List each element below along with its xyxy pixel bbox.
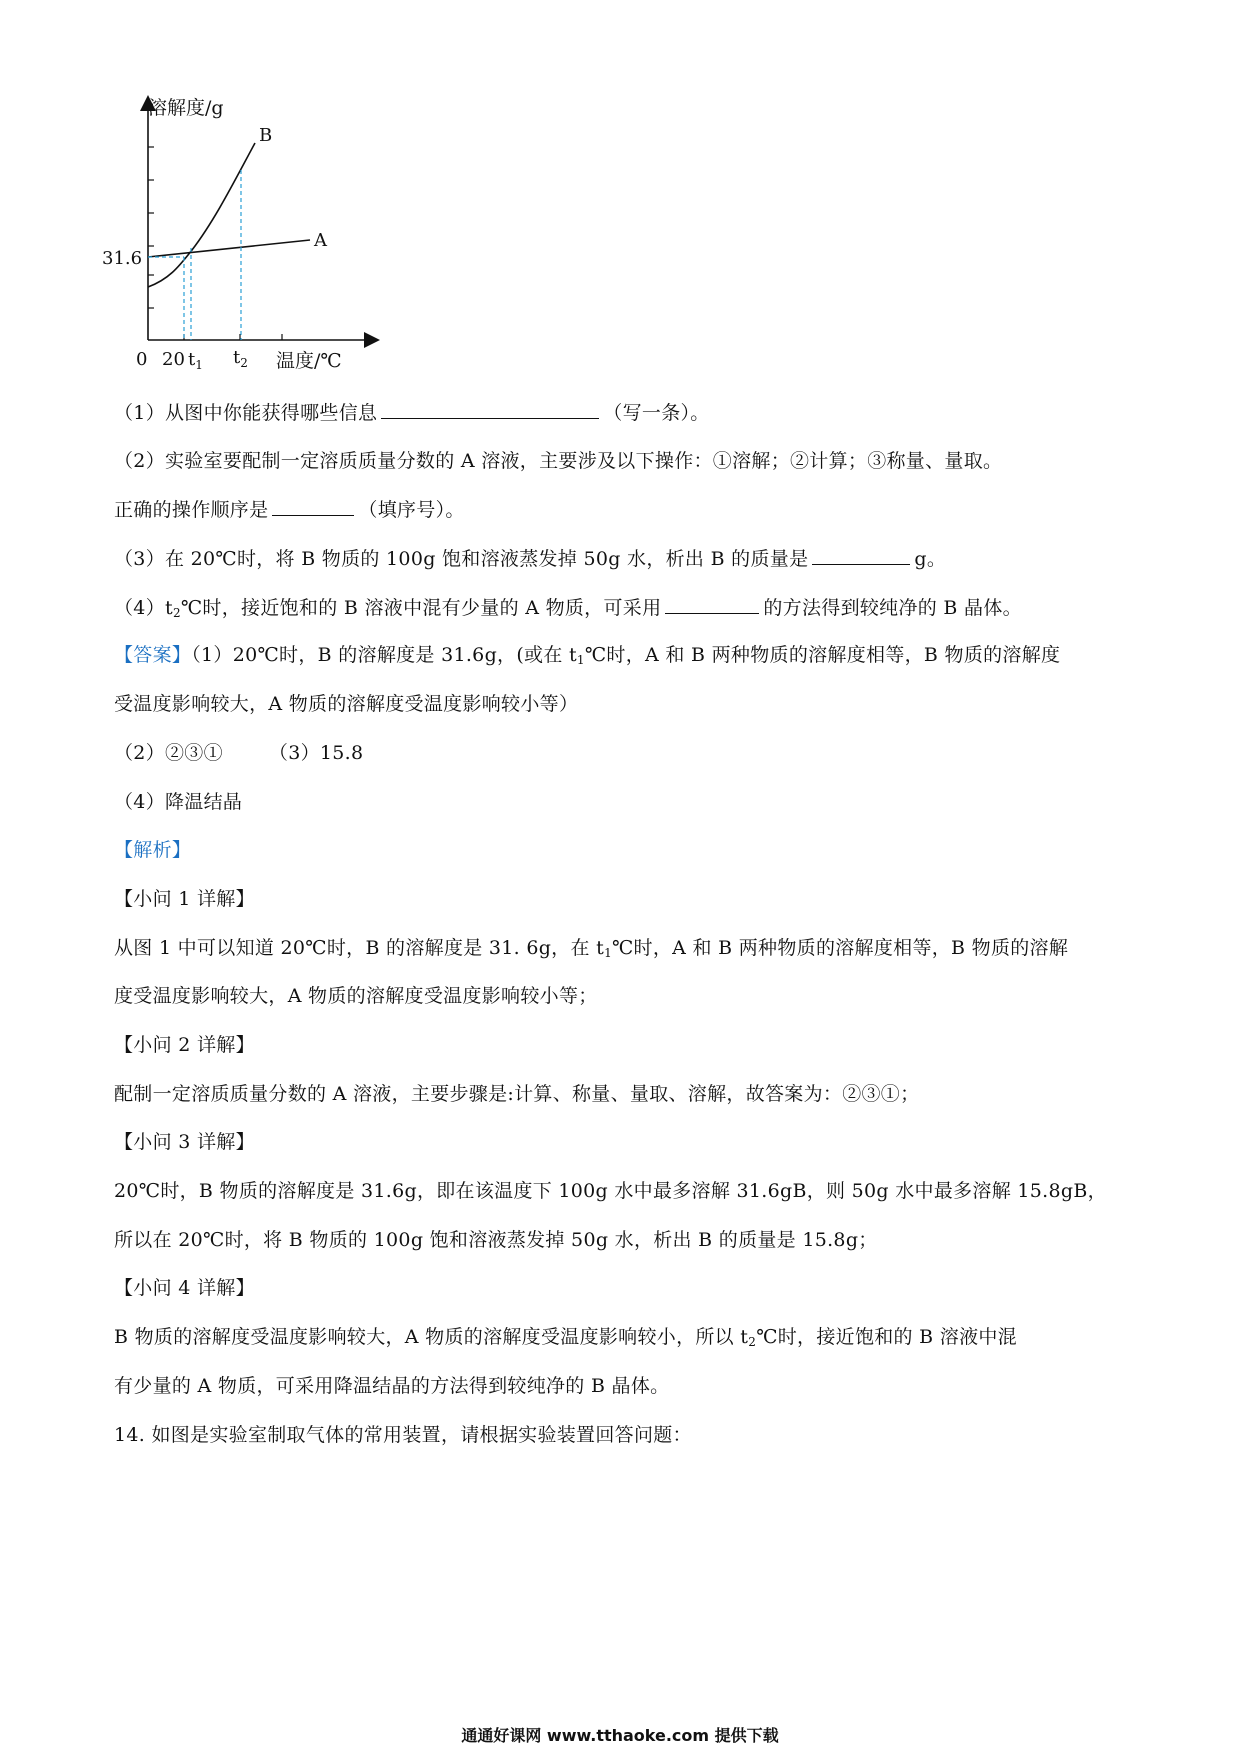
curve-a bbox=[148, 240, 310, 257]
curve-b-label: B bbox=[259, 125, 273, 146]
analysis-section-3-line-2: 所以在 20℃时，将 B 物质的 100g 饱和溶液蒸发掉 50g 水，析出 B 的质量是 15.8g； bbox=[114, 1229, 878, 1251]
x-ticks bbox=[184, 334, 282, 340]
answer-blank-4[interactable] bbox=[665, 593, 759, 614]
solubility-curve-figure bbox=[100, 95, 400, 380]
analysis-section-3-line-1: 20℃时，B 物质的溶解度是 31.6g，即在该温度下 100g 水中最多溶解 31.6gB，则 50g 水中最多溶解 15.8gB， bbox=[114, 1180, 1107, 1202]
page-footer: 通通好课网 www.tthaoke.com 提供下载 bbox=[461, 1726, 779, 1745]
analysis-section-1-line-2: 度受温度影响较大，A 物质的溶解度受温度影响较小等； bbox=[114, 985, 598, 1007]
question-2-line-1: （2）实验室要配制一定溶质质量分数的 A 溶液，主要涉及以下操作：①溶解；②计算；③称量、量取。 bbox=[114, 450, 1003, 472]
analysis-section-3-title: 【小问 3 详解】 bbox=[114, 1131, 255, 1153]
answer-line-3: （2）②③① （3）15.8 bbox=[114, 742, 364, 764]
question-3: （3）在 20℃时，将 B 物质的 100g 饱和溶液蒸发掉 50g 水，析出 B 的质量是 g。 bbox=[114, 544, 946, 573]
analysis-section-4-line-1: B 物质的溶解度受温度影响较大，A 物质的溶解度受温度影响较小，所以 $t_2℃$时，接近饱和的 B 溶液中混 bbox=[114, 1326, 1017, 1349]
question-2-line-2: 正确的操作顺序是 （填序号）。 bbox=[114, 495, 465, 524]
answer-blank-3[interactable] bbox=[812, 544, 910, 565]
x-tick-t2: $t_2$ bbox=[233, 347, 248, 370]
analysis-section-1-title: 【小问 1 详解】 bbox=[114, 888, 255, 910]
curve-b bbox=[148, 143, 255, 287]
y-ticks bbox=[148, 147, 154, 308]
analysis-section-2-line-1: 配制一定溶质质量分数的 A 溶液，主要步骤是:计算、称量、量取、溶解，故答案为：②③①； bbox=[114, 1083, 920, 1105]
analysis-tag: 【解析】 bbox=[114, 839, 192, 861]
x-axis-label: 温度/℃ bbox=[276, 350, 342, 372]
answer-blank-1[interactable] bbox=[381, 398, 599, 419]
x-tick-0: 0 bbox=[136, 349, 148, 370]
y-axis-label: 溶解度/g bbox=[148, 97, 224, 119]
curve-a-label: A bbox=[314, 230, 327, 251]
answer-line-1: 【答案】（1）20℃时，B 的溶解度是 31.6g，(或在 $t_1℃$时，A 和 B 两种物质的溶解度相等，B 物质的溶解度 bbox=[114, 644, 1061, 667]
analysis-section-4-line-2: 有少量的 A 物质，可采用降温结晶的方法得到较纯净的 B 晶体。 bbox=[114, 1375, 670, 1397]
x-tick-t1: $t_1$ bbox=[188, 349, 203, 372]
answer-tag: 【答案】 bbox=[114, 644, 192, 666]
answer-line-2: 受温度影响较大，A 物质的溶解度受温度影响较小等） bbox=[114, 693, 579, 715]
y-value-label: 31.6 bbox=[102, 248, 143, 269]
answer-blank-2[interactable] bbox=[272, 495, 354, 516]
next-question: 14. 如图是实验室制取气体的常用装置，请根据实验装置回答问题： bbox=[114, 1424, 692, 1446]
analysis-section-1-line-1: 从图 1 中可以知道 20℃时，B 的溶解度是 31. 6g，在 $t_1℃$时，A 和 B 两种物质的溶解度相等，B 物质的溶解 bbox=[114, 937, 1069, 960]
question-4: $(4)t_2℃$时，接近饱和的 B 溶液中混有少量的 A 物质，可采用 的方法得到较纯净的 B 晶体。 bbox=[114, 593, 1022, 622]
x-tick-20: 20 bbox=[162, 349, 185, 370]
analysis-section-2-title: 【小问 2 详解】 bbox=[114, 1034, 255, 1056]
answer-line-4: （4）降温结晶 bbox=[114, 791, 243, 813]
analysis-section-4-title: 【小问 4 详解】 bbox=[114, 1277, 255, 1299]
question-1: （1）从图中你能获得哪些信息 （写一条）。 bbox=[114, 398, 710, 427]
